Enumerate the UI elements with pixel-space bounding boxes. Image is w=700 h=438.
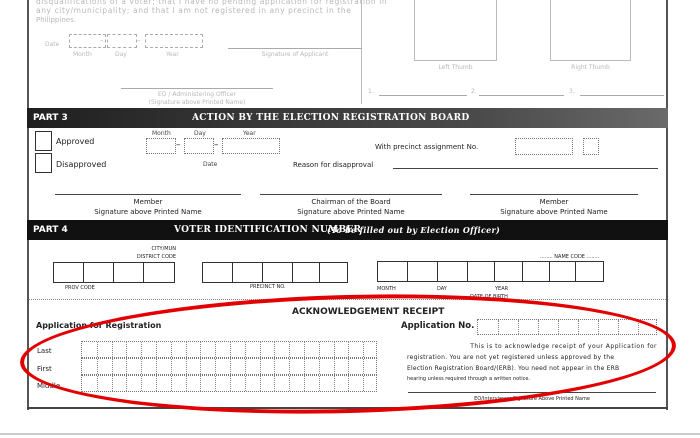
application-no-cell-divider <box>638 320 639 334</box>
erb-date-label: Date <box>203 161 218 168</box>
first-name-cell-divider <box>230 359 231 374</box>
reason-line <box>393 168 658 169</box>
first-name-cell-divider <box>348 359 349 374</box>
last-name-cell-divider <box>230 342 231 357</box>
middle-name-cell-divider <box>348 376 349 391</box>
part4-title-note: (To be filled out by Election Officer) <box>327 225 501 235</box>
vin-digit-box[interactable] <box>549 261 576 282</box>
erb-month-label: Month <box>152 130 171 137</box>
application-no-cell-divider <box>598 320 599 334</box>
application-no-cell-divider <box>578 320 579 334</box>
part4-label: PART 4 <box>33 225 68 235</box>
cut-line <box>29 299 666 300</box>
approved-label: Approved <box>56 137 95 146</box>
middle-name-cell-divider <box>363 376 364 391</box>
dob-year-label: YEAR <box>495 286 509 292</box>
approved-checkbox[interactable] <box>35 131 52 151</box>
eo-interviewer-signature-label: EO/Interviewer Signature Above Printed Name <box>474 396 590 402</box>
first-name-cell-divider <box>200 359 201 374</box>
first-name-cell-divider <box>215 359 216 374</box>
last-name-cell-divider <box>289 342 290 357</box>
disapproved-label: Disapproved <box>56 160 107 169</box>
application-no-cell-divider <box>538 320 539 334</box>
receipt-text-line-4: hearing unless required through a written notice. <box>407 376 530 382</box>
witness-3-line <box>580 95 664 96</box>
vin-digit-box[interactable] <box>53 262 84 283</box>
first-name-cell-divider <box>274 359 275 374</box>
first-name-cell-divider <box>363 359 364 374</box>
middle-name-cell-divider <box>200 376 201 391</box>
form-border-right <box>666 0 668 410</box>
dash: – <box>214 140 219 150</box>
last-name-cell-divider <box>260 342 261 357</box>
year-label: Year <box>166 51 179 58</box>
chairman-role: Chairman of the Board <box>311 198 391 206</box>
eo-sub-label: (Signature above Printed Name) <box>148 99 246 106</box>
form-border-bottom <box>27 407 668 409</box>
middle-name-cell-divider <box>126 376 127 391</box>
oath-line-1: disqualifications of a voter; that I have no pending application for registration in <box>36 0 388 6</box>
last-name-cell-divider <box>319 342 320 357</box>
last-name-cell-divider <box>171 342 172 357</box>
name-code-label: ........ NAME CODE ........ <box>540 254 600 260</box>
witness-3-label: 3. <box>569 88 575 95</box>
middle-name-cell-divider <box>215 376 216 391</box>
middle-name-cell-divider <box>319 376 320 391</box>
app-for-registration-label: Application for Registration <box>36 321 162 330</box>
left-thumb-label: Left Thumb <box>438 64 473 71</box>
last-name-cell-divider <box>97 342 98 357</box>
prov-code-label: PROV CODE <box>65 285 95 291</box>
oath-line-3: Philippines. <box>36 16 76 24</box>
middle-name-cell-divider <box>186 376 187 391</box>
first-name-cell-divider <box>245 359 246 374</box>
vin-digit-box[interactable] <box>113 262 144 283</box>
first-name-cell-divider <box>319 359 320 374</box>
middle-name-cell-divider <box>97 376 98 391</box>
dash: – <box>176 140 181 150</box>
part4-header <box>27 220 668 240</box>
last-name-cell-divider <box>112 342 113 357</box>
dob-day-label: DAY <box>437 286 447 292</box>
applicant-date-year[interactable] <box>145 34 203 48</box>
signature-applicant-label: Signature of Applicant <box>261 51 329 58</box>
erb-date-year[interactable] <box>222 138 280 154</box>
page-edge <box>0 433 700 435</box>
reason-disapproval-label: Reason for disapproval <box>293 161 374 169</box>
eo-signature-line <box>121 88 273 89</box>
chairman-sub: Signature above Printed Name <box>297 208 405 216</box>
first-name-cell-divider <box>97 359 98 374</box>
first-name-cell-divider <box>141 359 142 374</box>
application-no-cell-divider <box>518 320 519 334</box>
vin-digit-box[interactable] <box>467 261 495 282</box>
application-no-grid[interactable] <box>477 319 657 335</box>
precinct-assignment-suffix[interactable] <box>583 138 599 155</box>
dob-month-label: MONTH <box>377 286 396 292</box>
middle-name-cell-divider <box>274 376 275 391</box>
dash: – <box>100 36 104 44</box>
vin-digit-box[interactable] <box>377 261 408 282</box>
first-name-cell-divider <box>260 359 261 374</box>
vin-digit-box[interactable] <box>319 262 348 283</box>
member1-signature-line <box>55 194 241 195</box>
member2-role: Member <box>539 198 569 206</box>
last-name-grid[interactable] <box>81 341 377 358</box>
last-name-cell-divider <box>186 342 187 357</box>
right-thumb-label: Right Thumb <box>571 64 610 71</box>
member1-sub: Signature above Printed Name <box>94 208 202 216</box>
middle-name-cell-divider <box>112 376 113 391</box>
right-thumb-box <box>550 0 631 61</box>
part3-label: PART 3 <box>33 113 68 123</box>
vin-digit-box[interactable] <box>437 261 468 282</box>
part3-header <box>27 108 668 128</box>
last-name-cell-divider <box>348 342 349 357</box>
member2-signature-line <box>470 194 638 195</box>
middle-name-cell-divider <box>141 376 142 391</box>
vin-digit-box[interactable] <box>522 261 550 282</box>
middle-name-label: Middle <box>37 382 61 390</box>
erb-date-month[interactable] <box>146 138 176 154</box>
last-name-cell-divider <box>126 342 127 357</box>
middle-name-cell-divider <box>334 376 335 391</box>
member2-sub: Signature above Printed Name <box>500 208 608 216</box>
middle-name-cell-divider <box>245 376 246 391</box>
applicant-date-day[interactable] <box>107 34 137 48</box>
city-mun-label: CITY/MUN <box>151 246 176 252</box>
last-name-cell-divider <box>215 342 216 357</box>
middle-name-grid[interactable] <box>81 375 377 392</box>
first-name-grid[interactable] <box>81 358 377 375</box>
vin-digit-box[interactable] <box>575 261 604 282</box>
receipt-text-line-3: Election Registration Board/(ERB). You need not appear in the ERB <box>407 365 620 372</box>
erb-day-label: Day <box>194 130 206 137</box>
last-name-cell-divider <box>156 342 157 357</box>
middle-name-cell-divider <box>230 376 231 391</box>
middle-name-cell-divider <box>260 376 261 391</box>
vin-digit-box[interactable] <box>262 262 293 283</box>
receipt-text-line-1: This is to acknowledge receipt of your Application for <box>470 343 657 350</box>
first-name-cell-divider <box>171 359 172 374</box>
vin-digit-box[interactable] <box>292 262 320 283</box>
first-name-cell-divider <box>126 359 127 374</box>
first-name-cell-divider <box>334 359 335 374</box>
last-name-label: Last <box>37 347 52 355</box>
eo-label: EO / Administering Officer <box>158 91 236 98</box>
middle-name-cell-divider <box>156 376 157 391</box>
vin-digit-box[interactable] <box>202 262 233 283</box>
receipt-text-line-2: registration. You are not yet registered unless approved by the <box>407 354 615 361</box>
precinct-assignment-field[interactable] <box>515 138 573 155</box>
witness-2-line <box>479 95 564 96</box>
applicant-signature-line <box>228 48 362 49</box>
last-name-cell-divider <box>304 342 305 357</box>
vin-digit-box[interactable] <box>143 262 175 283</box>
vin-digit-box[interactable] <box>232 262 263 283</box>
dash: – <box>137 36 141 44</box>
last-name-cell-divider <box>363 342 364 357</box>
application-no-cell-divider <box>618 320 619 334</box>
chairman-signature-line <box>260 194 442 195</box>
last-name-cell-divider <box>245 342 246 357</box>
form-border-left <box>27 0 29 410</box>
date-of-birth-label: DATE OF BIRTH <box>470 294 508 300</box>
month-label: Month <box>73 51 92 58</box>
witness-2-label: 2. <box>471 88 477 95</box>
precinct-no-label: PRECINCT NO. <box>250 284 286 290</box>
vin-digit-box[interactable] <box>494 261 523 282</box>
first-name-cell-divider <box>112 359 113 374</box>
application-no-label: Application No. <box>401 321 475 331</box>
eo-interviewer-signature-line <box>408 392 656 393</box>
witness-1-label: 1. <box>368 88 374 95</box>
last-name-cell-divider <box>200 342 201 357</box>
precinct-assignment-label: With precinct assignment No. <box>375 143 479 151</box>
day-label: Day <box>115 51 127 58</box>
vin-digit-box[interactable] <box>407 261 438 282</box>
part3-title: ACTION BY THE ELECTION REGISTRATION BOARD <box>192 113 470 123</box>
date-label: Date <box>45 41 60 48</box>
middle-name-cell-divider <box>304 376 305 391</box>
left-thumb-box <box>414 0 497 61</box>
application-no-cell-divider <box>558 320 559 334</box>
erb-date-day[interactable] <box>184 138 214 154</box>
first-name-label: First <box>37 365 52 373</box>
last-name-cell-divider <box>334 342 335 357</box>
vin-digit-box[interactable] <box>83 262 114 283</box>
district-code-label: DISTRICT CODE <box>136 254 176 260</box>
first-name-cell-divider <box>304 359 305 374</box>
last-name-cell-divider <box>141 342 142 357</box>
last-name-cell-divider <box>274 342 275 357</box>
middle-name-cell-divider <box>171 376 172 391</box>
part4-title: VOTER IDENTIFICATION NUMBER <box>174 225 362 235</box>
receipt-title: ACKNOWLEDGEMENT RECEIPT <box>292 307 445 317</box>
first-name-cell-divider <box>289 359 290 374</box>
witness-1-line <box>379 95 467 96</box>
disapproved-checkbox[interactable] <box>35 153 52 173</box>
oath-line-2: any city/municipality; and that I am not registered in any precinct in the <box>36 6 352 15</box>
member1-role: Member <box>133 198 163 206</box>
application-no-cell-divider <box>498 320 499 334</box>
middle-name-cell-divider <box>289 376 290 391</box>
erb-year-label: Year <box>243 130 256 137</box>
first-name-cell-divider <box>186 359 187 374</box>
first-name-cell-divider <box>156 359 157 374</box>
